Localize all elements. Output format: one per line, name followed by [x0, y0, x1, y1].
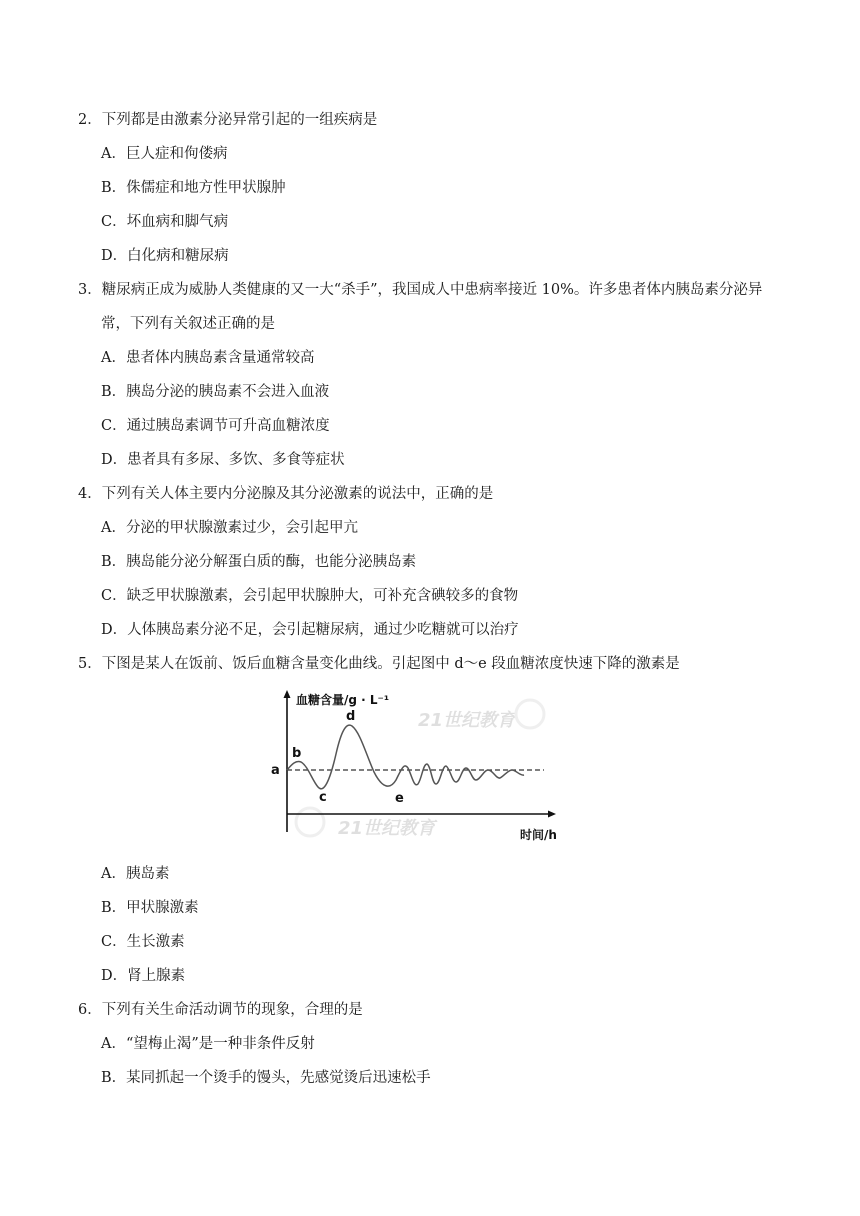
- question-3-stem: 3．糖尿病正成为威胁人类健康的又一大“杀手”，我国成人中患病率接近 10%。许多患者体内胰岛素分泌异: [78, 282, 763, 298]
- question-6-option-a: A．“望梅止渴”是一种非条件反射: [101, 1036, 315, 1052]
- blood-sugar-curve-figure: [268, 684, 568, 844]
- point-label-e: e: [395, 791, 404, 806]
- y-axis-arrow: [284, 690, 291, 698]
- question-2-option-d: D．白化病和糖尿病: [101, 248, 229, 264]
- question-2-option-c: C．坏血病和脚气病: [101, 214, 229, 230]
- blood-sugar-curve: [287, 725, 524, 789]
- x-axis-label: 时间/h: [520, 828, 557, 842]
- question-4-stem: 4．下列有关人体主要内分泌腺及其分泌激素的说法中，正确的是: [78, 486, 494, 502]
- watermark-text-bottom: 21世纪教育: [338, 818, 436, 839]
- question-4-option-a: A．分泌的甲状腺激素过少，会引起甲亢: [101, 520, 358, 536]
- question-4-option-c: C．缺乏甲状腺激素，会引起甲状腺肿大，可补充含碘较多的食物: [101, 588, 519, 604]
- point-label-a: a: [271, 763, 280, 778]
- point-label-d: d: [346, 709, 356, 724]
- question-5-option-d: D．肾上腺素: [101, 968, 186, 984]
- point-label-b: b: [292, 746, 302, 761]
- question-4-option-d: D．人体胰岛素分泌不足，会引起糖尿病，通过少吃糖就可以治疗: [101, 622, 519, 638]
- question-6-stem: 6．下列有关生命活动调节的现象，合理的是: [78, 1002, 363, 1018]
- question-5-option-b: B．甲状腺激素: [101, 900, 199, 916]
- question-3-option-d: D．患者具有多尿、多饮、多食等症状: [101, 452, 345, 468]
- question-2-option-a: A．巨人症和佝偻病: [101, 146, 228, 162]
- question-3-option-c: C．通过胰岛素调节可升高血糖浓度: [101, 418, 330, 434]
- question-2-option-b: B．侏儒症和地方性甲状腺肿: [101, 180, 286, 196]
- question-6-option-b: B．某同抓起一个烫手的馒头，先感觉烫后迅速松手: [101, 1070, 431, 1086]
- watermark-text-top: 21世纪教育: [418, 710, 516, 731]
- question-3-option-b: B．胰岛分泌的胰岛素不会进入血液: [101, 384, 330, 400]
- blood-sugar-curve-svg: [268, 684, 568, 844]
- x-axis-arrow: [548, 811, 556, 818]
- question-5-stem: 5．下图是某人在饭前、饭后血糖含量变化曲线。引起图中 d～e 段血糖浓度快速下降的激素是: [78, 656, 680, 672]
- point-label-c: c: [319, 790, 327, 805]
- question-3-option-a: A．患者体内胰岛素含量通常较高: [101, 350, 315, 366]
- question-4-option-b: B．胰岛能分泌分解蛋白质的酶，也能分泌胰岛素: [101, 554, 417, 570]
- y-axis-label: 血糖含量/g · L⁻¹: [296, 693, 390, 707]
- question-2-stem: 2．下列都是由激素分泌异常引起的一组疾病是: [78, 112, 378, 128]
- question-5-option-a: A．胰岛素: [101, 866, 170, 882]
- question-3-stem-continued: 常，下列有关叙述正确的是: [101, 316, 275, 332]
- question-5-option-c: C．生长激素: [101, 934, 185, 950]
